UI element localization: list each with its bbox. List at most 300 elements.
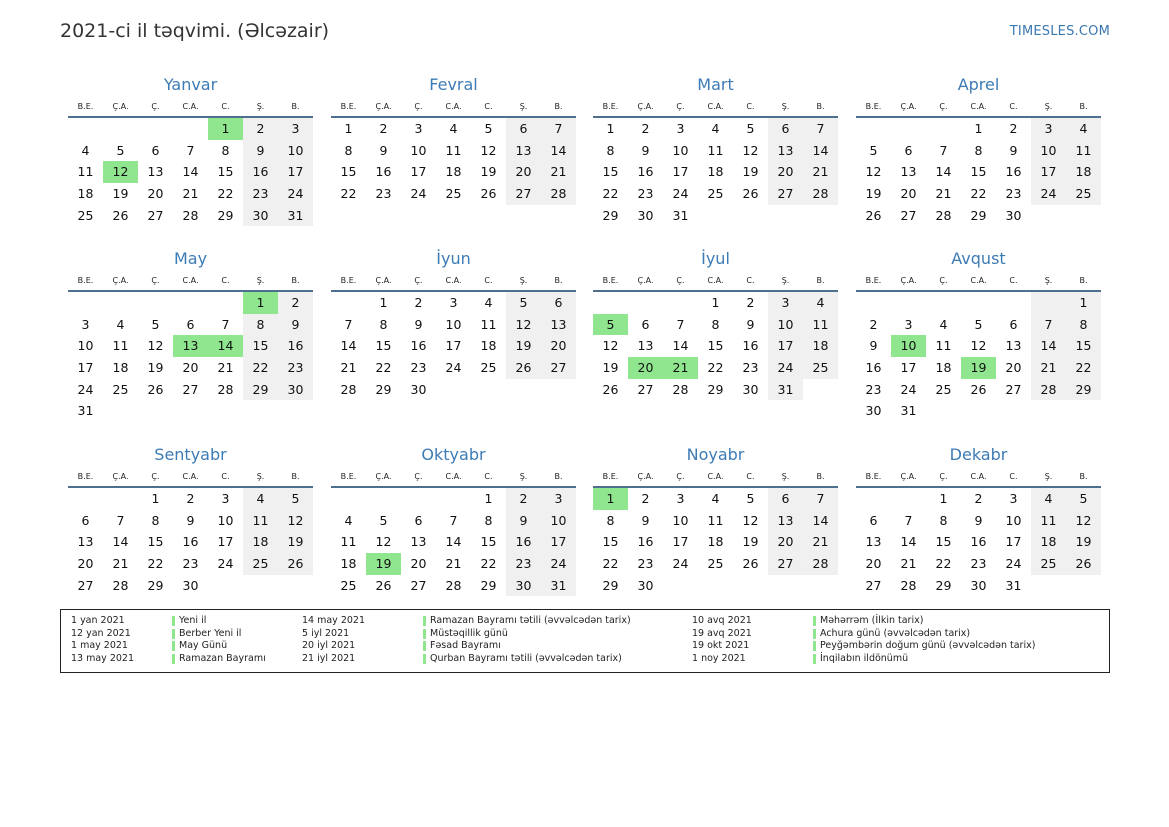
day-cell: 16 (970, 534, 987, 550)
weekday-header (856, 468, 1101, 488)
day-cell: 20 (506, 161, 541, 183)
day-cell: 9 (641, 512, 650, 528)
day-cell: 15 (480, 534, 497, 550)
day-cell: 15 (1066, 335, 1101, 357)
day-cell: 7 (904, 512, 913, 528)
day-cell: 3 (676, 491, 685, 506)
weekday-header (68, 468, 313, 488)
day-cell: 18 (803, 335, 838, 357)
day-cell: 5 (974, 316, 983, 332)
day-cell: 14 (672, 338, 689, 354)
weekday-label: B.E. (340, 472, 357, 481)
weekday-label: Ç.A. (375, 276, 392, 285)
weekday-header (593, 468, 838, 488)
day-cell: 24 (1031, 183, 1066, 205)
day-cell: 28 (900, 577, 917, 593)
day-cell: 23 (506, 553, 541, 575)
day-cell: 22 (707, 360, 724, 376)
month-sentyabr (68, 444, 313, 596)
weekday-label: Ç.A. (637, 472, 654, 481)
legend-color-marker (813, 654, 816, 664)
day-cell: 13 (637, 338, 654, 354)
day-cell: 17 (1031, 161, 1066, 183)
legend-date: 1 yan 2021 (71, 615, 125, 626)
legend-color-marker (423, 616, 426, 626)
day-cell: 9 (869, 338, 878, 354)
legend-holiday-name: Yeni il (179, 615, 207, 626)
legend-date: 5 iyl 2021 (302, 627, 350, 639)
holiday-day-cell: 1 (593, 488, 628, 510)
empty-cell (768, 205, 803, 227)
day-cell: 11 (112, 338, 129, 354)
day-cell: 16 (410, 338, 427, 354)
empty-cell (278, 575, 313, 597)
day-cell: 9 (1009, 142, 1018, 158)
weekday-label: B.E. (602, 102, 619, 111)
month-name: Fevral (429, 75, 478, 94)
empty-cell (436, 379, 471, 401)
day-cell: 23 (278, 357, 313, 379)
day-cell: 3 (541, 488, 576, 510)
day-cell: 31 (672, 207, 689, 223)
weekday-label: Ç.A. (900, 102, 917, 111)
day-cell: 14 (1031, 335, 1066, 357)
empty-cell (541, 379, 576, 401)
day-cell: 24 (768, 357, 803, 379)
day-cell: 8 (344, 142, 353, 158)
empty-cell (628, 292, 663, 314)
weekday-label: B.E. (77, 102, 94, 111)
day-cell: 8 (151, 512, 160, 528)
month-i̇yul (593, 248, 838, 400)
day-cell: 15 (602, 534, 619, 550)
day-cell: 24 (1005, 556, 1022, 572)
weekday-label: B.E. (77, 276, 94, 285)
day-cell: 20 (147, 186, 164, 202)
weekday-label: B.E. (340, 276, 357, 285)
day-cell: 24 (410, 186, 427, 202)
day-cell: 11 (1066, 140, 1101, 162)
day-cell: 4 (1066, 118, 1101, 140)
weekday-label: Ş. (256, 472, 265, 481)
empty-cell (996, 292, 1031, 314)
empty-cell (208, 575, 243, 597)
holiday-day-cell: 19 (366, 553, 401, 575)
weekday-header (856, 98, 1101, 118)
day-cell: 22 (1066, 357, 1101, 379)
weekday-label: C.A. (445, 472, 462, 481)
day-cell: 6 (151, 142, 160, 158)
weekday-label: Ş. (256, 102, 265, 111)
day-cell: 23 (182, 556, 199, 572)
day-cell: 16 (742, 338, 759, 354)
day-cell: 24 (445, 360, 462, 376)
day-cell: 30 (506, 575, 541, 597)
day-cell: 16 (375, 164, 392, 180)
day-cell: 11 (77, 164, 94, 180)
day-cell: 12 (147, 338, 164, 354)
day-cell: 16 (637, 534, 654, 550)
day-cell: 24 (672, 556, 689, 572)
day-cell: 4 (449, 121, 458, 136)
day-cell: 23 (243, 183, 278, 205)
day-cell: 4 (939, 316, 948, 332)
day-grid (331, 118, 576, 205)
weekday-label: C. (746, 102, 755, 111)
day-cell: 1 (379, 295, 388, 310)
legend-color-marker (172, 641, 175, 651)
day-cell: 2 (1009, 121, 1018, 136)
day-cell: 7 (116, 512, 125, 528)
day-cell: 4 (344, 512, 353, 528)
empty-cell (138, 118, 173, 140)
weekday-label: Ç. (151, 276, 160, 285)
empty-cell (471, 379, 506, 401)
weekday-label: Ç. (676, 102, 685, 111)
day-cell: 11 (707, 512, 724, 528)
weekday-label: Ç.A. (637, 276, 654, 285)
legend-date: 1 noy 2021 (692, 652, 746, 664)
day-cell: 3 (278, 118, 313, 140)
day-cell: 26 (742, 186, 759, 202)
day-cell: 5 (278, 488, 313, 510)
day-cell: 4 (711, 121, 720, 136)
day-cell: 12 (970, 338, 987, 354)
day-cell: 4 (1031, 488, 1066, 510)
day-cell: 12 (865, 164, 882, 180)
weekday-label: C.A. (970, 472, 987, 481)
month-oktyabr (331, 444, 576, 596)
empty-cell (961, 292, 996, 314)
day-cell: 24 (217, 556, 234, 572)
day-cell: 18 (77, 186, 94, 202)
day-cell: 6 (81, 512, 90, 528)
day-cell: 25 (480, 360, 497, 376)
day-cell: 29 (970, 207, 987, 223)
weekday-label: C. (746, 472, 755, 481)
legend-holiday-name: Fəsad Bayramı (430, 640, 501, 652)
empty-cell (173, 118, 208, 140)
day-cell: 8 (243, 314, 278, 336)
day-cell: 30 (637, 577, 654, 593)
day-cell: 2 (414, 295, 423, 310)
day-cell: 8 (939, 512, 948, 528)
day-cell: 3 (768, 292, 803, 314)
day-cell: 26 (278, 553, 313, 575)
empty-cell (366, 488, 401, 510)
day-cell: 3 (676, 121, 685, 136)
day-cell: 19 (480, 164, 497, 180)
weekday-label: C. (221, 472, 230, 481)
month-name: Mart (697, 75, 734, 94)
day-cell: 10 (77, 338, 94, 354)
day-cell: 9 (414, 316, 423, 332)
holiday-day-cell: 5 (593, 314, 628, 336)
day-cell: 19 (865, 186, 882, 202)
day-grid (593, 488, 838, 596)
day-cell: 27 (182, 381, 199, 397)
empty-cell (698, 205, 733, 227)
weekday-label: B. (816, 102, 825, 111)
day-cell: 23 (970, 556, 987, 572)
day-cell: 17 (541, 531, 576, 553)
day-cell: 18 (480, 338, 497, 354)
day-cell: 1 (151, 491, 160, 506)
weekday-label: Ç.A. (112, 472, 129, 481)
day-cell: 13 (77, 534, 94, 550)
day-cell: 30 (1005, 207, 1022, 223)
day-cell: 25 (803, 357, 838, 379)
weekday-header (68, 98, 313, 118)
weekday-label: Ç. (414, 472, 423, 481)
legend-holiday-name: Müstəqillik günü (430, 627, 508, 639)
empty-cell (68, 118, 103, 140)
weekday-label: Ç.A. (637, 102, 654, 111)
holiday-day-cell: 10 (891, 335, 926, 357)
weekday-label: Ç. (676, 276, 685, 285)
day-cell: 1 (1066, 292, 1101, 314)
day-cell: 25 (935, 381, 952, 397)
day-cell: 8 (974, 142, 983, 158)
day-cell: 25 (707, 186, 724, 202)
weekday-label: Ş. (781, 472, 790, 481)
day-cell: 2 (974, 491, 983, 506)
weekday-label: Ş. (1044, 472, 1053, 481)
empty-cell (1031, 400, 1066, 422)
day-cell: 17 (77, 360, 94, 376)
day-cell: 22 (147, 556, 164, 572)
day-cell: 7 (676, 316, 685, 332)
legend-date: 1 may 2021 (71, 640, 128, 652)
holiday-day-cell: 1 (208, 118, 243, 140)
empty-cell (506, 379, 541, 401)
day-cell: 24 (77, 381, 94, 397)
day-cell: 22 (340, 186, 357, 202)
day-cell: 6 (768, 118, 803, 140)
month-name: Dekabr (949, 445, 1008, 464)
empty-cell (1066, 205, 1101, 227)
day-cell: 26 (506, 357, 541, 379)
day-cell: 11 (445, 142, 462, 158)
weekday-label: C.A. (445, 276, 462, 285)
empty-cell (733, 205, 768, 227)
day-cell: 19 (147, 360, 164, 376)
page-title: 2021-ci il təqvimi. (Əlcəzair) (60, 20, 330, 42)
day-cell: 25 (340, 577, 357, 593)
day-cell: 19 (742, 164, 759, 180)
day-cell: 1 (974, 121, 983, 136)
day-cell: 27 (768, 553, 803, 575)
weekday-header (331, 272, 576, 292)
empty-cell (768, 575, 803, 597)
legend-date: 19 avq 2021 (692, 627, 752, 639)
weekday-label: C. (484, 102, 493, 111)
holiday-day-cell: 20 (628, 357, 663, 379)
day-cell: 15 (935, 534, 952, 550)
legend-holiday-name: May Günü (179, 640, 228, 652)
day-cell: 1 (939, 491, 948, 506)
weekday-label: C. (1009, 276, 1018, 285)
day-cell: 29 (217, 207, 234, 223)
empty-cell (593, 292, 628, 314)
day-cell: 16 (865, 360, 882, 376)
day-cell: 31 (900, 403, 917, 419)
day-cell: 27 (506, 183, 541, 205)
empty-cell (891, 292, 926, 314)
weekday-label: C. (1009, 472, 1018, 481)
empty-cell (926, 400, 961, 422)
holiday-legend (60, 609, 1110, 673)
day-cell: 7 (449, 512, 458, 528)
weekday-label: B. (291, 472, 300, 481)
day-cell: 1 (344, 121, 353, 136)
day-cell: 23 (865, 381, 882, 397)
empty-cell (208, 400, 243, 422)
day-cell: 10 (672, 512, 689, 528)
weekday-label: B. (816, 276, 825, 285)
month-dekabr (856, 444, 1101, 596)
day-cell: 30 (278, 379, 313, 401)
day-cell: 15 (707, 338, 724, 354)
day-cell: 13 (410, 534, 427, 550)
day-cell: 27 (865, 577, 882, 593)
day-cell: 27 (77, 577, 94, 593)
weekday-label: B.E. (865, 102, 882, 111)
day-cell: 14 (541, 140, 576, 162)
day-cell: 15 (970, 164, 987, 180)
month-mart (593, 74, 838, 226)
legend-color-marker (172, 616, 175, 626)
weekday-label: Ç.A. (375, 102, 392, 111)
day-cell: 2 (243, 118, 278, 140)
day-cell: 13 (506, 140, 541, 162)
month-avqust (856, 248, 1101, 422)
day-cell: 7 (803, 118, 838, 140)
day-cell: 15 (602, 164, 619, 180)
weekday-label: B.E. (340, 102, 357, 111)
legend-holiday-name: Ramazan Bayramı tətili (əvvəlcədən tarix) (430, 615, 631, 626)
day-cell: 1 (484, 491, 493, 506)
day-cell: 29 (602, 207, 619, 223)
day-cell: 1 (606, 121, 615, 136)
day-cell: 15 (217, 164, 234, 180)
month-name: Sentyabr (154, 445, 227, 464)
day-cell: 12 (602, 338, 619, 354)
day-cell: 29 (243, 379, 278, 401)
legend-color-marker (423, 654, 426, 664)
day-cell: 19 (506, 335, 541, 357)
day-cell: 21 (803, 161, 838, 183)
day-cell: 10 (445, 316, 462, 332)
day-cell: 25 (112, 381, 129, 397)
weekday-label: Ç. (151, 472, 160, 481)
day-cell: 20 (900, 186, 917, 202)
day-cell: 21 (803, 531, 838, 553)
empty-cell (173, 292, 208, 314)
day-cell: 21 (541, 161, 576, 183)
day-cell: 16 (637, 164, 654, 180)
legend-holiday-name: Peyğəmbərin doğum günü (əvvəlcədən tarix) (820, 640, 1036, 652)
day-cell: 4 (243, 488, 278, 510)
day-cell: 23 (637, 556, 654, 572)
weekday-label: Ş. (781, 102, 790, 111)
legend-holiday-name: Achura günü (əvvəlcədən tarix) (820, 627, 971, 639)
day-cell: 5 (116, 142, 125, 158)
day-cell: 18 (1031, 531, 1066, 553)
weekday-label: Ç.A. (375, 472, 392, 481)
day-cell: 28 (803, 183, 838, 205)
legend-color-marker (813, 616, 816, 626)
day-cell: 6 (541, 292, 576, 314)
weekday-label: C.A. (707, 276, 724, 285)
weekday-header (593, 272, 838, 292)
day-cell: 31 (278, 205, 313, 227)
day-cell: 12 (480, 142, 497, 158)
day-cell: 31 (768, 379, 803, 401)
day-cell: 24 (278, 183, 313, 205)
day-cell: 10 (672, 142, 689, 158)
day-cell: 1 (711, 295, 720, 310)
empty-cell (138, 400, 173, 422)
day-cell: 25 (445, 186, 462, 202)
day-cell: 6 (506, 118, 541, 140)
empty-cell (1031, 575, 1066, 597)
day-cell: 11 (243, 510, 278, 532)
legend-holiday-name: Berber Yeni il (179, 627, 242, 639)
day-cell: 21 (1031, 357, 1066, 379)
day-cell: 11 (480, 316, 497, 332)
day-cell: 10 (217, 512, 234, 528)
day-cell: 4 (803, 292, 838, 314)
weekday-label: B. (291, 276, 300, 285)
weekday-label: B.E. (865, 472, 882, 481)
day-cell: 17 (1005, 534, 1022, 550)
brand-link[interactable]: TIMESLES.COM (1009, 24, 1110, 39)
day-cell: 3 (1009, 491, 1018, 506)
day-cell: 26 (480, 186, 497, 202)
empty-cell (856, 118, 891, 140)
empty-cell (103, 488, 138, 510)
day-cell: 9 (379, 142, 388, 158)
day-grid (593, 118, 838, 226)
month-name: Oktyabr (421, 445, 486, 464)
weekday-label: Ş. (519, 276, 528, 285)
month-name: Yanvar (163, 75, 218, 94)
empty-cell (856, 292, 891, 314)
weekday-label: B.E. (602, 472, 619, 481)
weekday-label: C. (484, 276, 493, 285)
day-cell: 2 (379, 121, 388, 136)
weekday-label: C.A. (970, 276, 987, 285)
weekday-label: C.A. (445, 102, 462, 111)
weekday-label: C.A. (182, 472, 199, 481)
weekday-label: B. (816, 472, 825, 481)
day-cell: 25 (243, 553, 278, 575)
legend-color-marker (423, 629, 426, 639)
day-cell: 16 (243, 161, 278, 183)
day-cell: 23 (410, 360, 427, 376)
day-cell: 11 (340, 534, 357, 550)
month-may (68, 248, 313, 422)
day-cell: 29 (935, 577, 952, 593)
day-cell: 4 (711, 491, 720, 506)
day-cell: 14 (900, 534, 917, 550)
day-cell: 5 (151, 316, 160, 332)
day-cell: 22 (375, 360, 392, 376)
day-cell: 7 (803, 488, 838, 510)
day-cell: 19 (742, 534, 759, 550)
day-cell: 18 (340, 556, 357, 572)
